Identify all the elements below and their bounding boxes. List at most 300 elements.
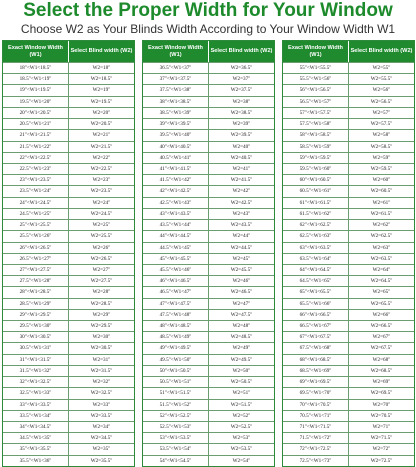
window-width-cell: 28"<W1<28.5" <box>19 289 52 296</box>
blind-width-cell: W2=69.5" <box>348 388 414 398</box>
window-width-cell: 38.5"<W1<39" <box>159 109 192 116</box>
window-width-cell: 31"<W1<31.5" <box>19 356 52 363</box>
table-row <box>283 242 414 253</box>
table-row <box>3 309 134 320</box>
blind-width-cell: W2=44.5" <box>208 243 274 253</box>
table-row <box>283 376 414 387</box>
window-width-cell: 22"<W1<22.5" <box>19 154 52 161</box>
blind-width-cell: W2=35" <box>68 444 134 454</box>
window-width-cell: 43.5"<W1<44" <box>159 222 192 229</box>
blind-width-cell: W2=31.5" <box>68 366 134 376</box>
table-row <box>3 286 134 297</box>
table-row <box>143 376 274 387</box>
table-row <box>143 197 274 208</box>
window-width-cell: 56.5"<W1<57" <box>299 98 332 105</box>
blind-width-cell: W2=59" <box>348 153 414 163</box>
window-width-cell: 24.5"<W1<25" <box>19 210 52 217</box>
table-row <box>3 421 134 432</box>
table-row <box>3 455 134 466</box>
window-width-cell: 57"<W1<57.5" <box>299 109 332 116</box>
blind-width-cell: W2=39.5" <box>208 130 274 140</box>
blind-width-cell: W2=26" <box>68 243 134 253</box>
window-width-cell: 69.5"<W1<70" <box>299 390 332 397</box>
window-width-cell: 53"<W1<53.5" <box>159 435 192 442</box>
table-row <box>143 410 274 421</box>
window-width-cell: 65"<W1<65.5" <box>299 289 332 296</box>
blind-width-cell: W2=41" <box>208 164 274 174</box>
blind-width-cell: W2=49" <box>208 343 274 353</box>
window-width-cell: 59"<W1<59.5" <box>299 154 332 161</box>
table-row <box>143 84 274 95</box>
blind-width-cell: W2=62.5" <box>348 231 414 241</box>
table-row <box>283 96 414 107</box>
blind-width-cell: W2=46.5" <box>208 287 274 297</box>
table-row <box>3 342 134 353</box>
blind-width-cell: W2=40" <box>208 142 274 152</box>
table-header <box>143 41 274 62</box>
table-row <box>3 410 134 421</box>
window-width-cell: 48"<W1<48.5" <box>159 323 192 330</box>
blind-width-cell: W2=23.5" <box>68 186 134 196</box>
table-row <box>143 331 274 342</box>
blind-width-cell: W2=57" <box>348 108 414 118</box>
table-row <box>3 163 134 174</box>
table-row <box>283 230 414 241</box>
blind-width-cell: W2=43.5" <box>208 220 274 230</box>
table-row <box>3 365 134 376</box>
table-row <box>283 264 414 275</box>
window-width-cell: 47.5"<W1<48" <box>159 311 192 318</box>
window-width-cell: 68"<W1<68.5" <box>299 356 332 363</box>
blind-width-cell: W2=51" <box>208 388 274 398</box>
window-width-cell: 63"<W1<63.5" <box>299 244 332 251</box>
size-table-1 <box>2 40 135 467</box>
blind-width-cell: W2=63" <box>348 243 414 253</box>
window-width-cell: 35"<W1<35.5" <box>19 446 52 453</box>
table-row <box>3 320 134 331</box>
window-width-cell: 37.5"<W1<38" <box>159 87 192 94</box>
window-width-cell: 62"<W1<62.5" <box>299 222 332 229</box>
blind-width-cell: W2=52" <box>208 411 274 421</box>
window-width-cell: 20"<W1<20.5" <box>19 109 52 116</box>
table-row <box>3 376 134 387</box>
blind-width-cell: W2=63.5" <box>348 254 414 264</box>
table-header <box>283 41 414 62</box>
table-row <box>3 298 134 309</box>
window-width-cell: 51"<W1<51.5" <box>159 390 192 397</box>
blind-width-cell: W2=37" <box>208 74 274 84</box>
table-row <box>143 264 274 275</box>
table-row <box>3 174 134 185</box>
window-width-cell: 25"<W1<25.5" <box>19 222 52 229</box>
window-width-cell: 66"<W1<66.5" <box>299 311 332 318</box>
blind-width-cell: W2=58.5" <box>348 142 414 152</box>
window-width-cell: 58"<W1<58.5" <box>299 132 332 139</box>
blind-width-cell: W2=53" <box>208 433 274 443</box>
blind-width-cell: W2=33.5" <box>68 411 134 421</box>
blind-width-cell: W2=19" <box>68 85 134 95</box>
blind-width-cell: W2=55" <box>348 63 414 73</box>
blind-width-cell: W2=33" <box>68 400 134 410</box>
blind-width-cell: W2=36.5" <box>208 63 274 73</box>
blind-width-cell: W2=56.5" <box>348 97 414 107</box>
table-row <box>283 331 414 342</box>
table-row <box>143 275 274 286</box>
table-row <box>283 455 414 466</box>
window-width-cell: 34.5"<W1<35" <box>19 435 52 442</box>
blind-width-cell: W2=57.5" <box>348 119 414 129</box>
table-row <box>143 242 274 253</box>
window-width-cell: 56"<W1<56.5" <box>299 87 332 94</box>
table-row <box>3 432 134 443</box>
table-row <box>143 342 274 353</box>
table-row <box>283 387 414 398</box>
blind-width-cell: W2=38.5" <box>208 108 274 118</box>
blind-width-cell: W2=68.5" <box>348 366 414 376</box>
window-width-cell: 60"<W1<60.5" <box>299 177 332 184</box>
window-width-cell: 22.5"<W1<23" <box>19 165 52 172</box>
table-row <box>3 84 134 95</box>
table-header <box>3 41 134 62</box>
window-width-cell: 55"<W1<55.5" <box>299 65 332 71</box>
window-width-cell: 30"<W1<30.5" <box>19 334 52 341</box>
table-row <box>283 432 414 443</box>
window-width-cell: 67.5"<W1<68" <box>299 345 332 352</box>
blind-width-cell: W2=32.5" <box>68 388 134 398</box>
table-row <box>283 286 414 297</box>
blind-width-cell: W2=67.5" <box>348 343 414 353</box>
size-table-3 <box>282 40 415 467</box>
window-width-cell: 42.5"<W1<43" <box>159 199 192 206</box>
blind-width-cell: W2=51.5" <box>208 400 274 410</box>
table-row <box>3 443 134 454</box>
table-row <box>283 410 414 421</box>
window-width-cell: 50.5"<W1<51" <box>159 379 192 386</box>
window-width-cell: 24"<W1<24.5" <box>19 199 52 206</box>
window-width-cell: 23.5"<W1<24" <box>19 188 52 195</box>
window-width-cell: 47"<W1<47.5" <box>159 300 192 307</box>
window-width-cell: 61"<W1<61.5" <box>299 199 332 206</box>
header-blind-width: Select Blind width (W2) <box>68 41 134 62</box>
table-row <box>3 208 134 219</box>
window-width-cell: 66.5"<W1<67" <box>299 323 332 330</box>
table-row <box>283 141 414 152</box>
window-width-cell: 72"<W1<72.5" <box>299 446 332 453</box>
blind-width-cell: W2=45" <box>208 254 274 264</box>
blind-width-cell: W2=29" <box>68 310 134 320</box>
header-window-width: Exact Window Width (W1) <box>8 44 63 58</box>
blind-width-cell: W2=66.5" <box>348 321 414 331</box>
header-window-width: Exact Window Width (W1) <box>288 44 343 58</box>
table-row <box>3 354 134 365</box>
blind-width-cell: W2=23" <box>68 175 134 185</box>
window-width-cell: 70.5"<W1<71" <box>299 412 332 419</box>
blind-width-cell: W2=38" <box>208 97 274 107</box>
window-width-cell: 18"<W1<18.5" <box>19 65 52 71</box>
window-width-cell: 35.5"<W1<36" <box>19 457 52 464</box>
table-row <box>283 174 414 185</box>
blind-width-cell: W2=27" <box>68 265 134 275</box>
blind-width-cell: W2=18.5" <box>68 74 134 84</box>
table-row <box>283 342 414 353</box>
window-width-cell: 36.5"<W1<37" <box>159 65 192 71</box>
window-width-cell: 26"<W1<26.5" <box>19 244 52 251</box>
window-width-cell: 50"<W1<50.5" <box>159 367 192 374</box>
window-width-cell: 49"<W1<49.5" <box>159 345 192 352</box>
table-row <box>3 242 134 253</box>
blind-width-cell: W2=69" <box>348 377 414 387</box>
window-width-cell: 67"<W1<67.5" <box>299 334 332 341</box>
window-width-cell: 53.5"<W1<54" <box>159 446 192 453</box>
blind-width-cell: W2=54" <box>208 456 274 466</box>
blind-width-cell: W2=42.5" <box>208 198 274 208</box>
table-row <box>283 275 414 286</box>
blind-width-cell: W2=48.5" <box>208 332 274 342</box>
window-width-cell: 68.5"<W1<69" <box>299 367 332 374</box>
blind-width-cell: W2=68" <box>348 355 414 365</box>
table-row <box>283 152 414 163</box>
window-width-cell: 57.5"<W1<58" <box>299 121 332 128</box>
blind-width-cell: W2=64.5" <box>348 276 414 286</box>
window-width-cell: 70"<W1<70.5" <box>299 401 332 408</box>
table-row <box>283 84 414 95</box>
blind-width-cell: W2=18" <box>68 63 134 73</box>
table-row <box>3 331 134 342</box>
window-width-cell: 25.5"<W1<26" <box>19 233 52 240</box>
window-width-cell: 64.5"<W1<65" <box>299 278 332 285</box>
blind-width-cell: W2=40.5" <box>208 153 274 163</box>
blind-width-cell: W2=48" <box>208 321 274 331</box>
window-width-cell: 40"<W1<40.5" <box>159 143 192 150</box>
blind-width-cell: W2=22" <box>68 153 134 163</box>
window-width-cell: 41.5"<W1<42" <box>159 177 192 184</box>
size-table-2 <box>142 40 275 467</box>
window-width-cell: 40.5"<W1<41" <box>159 154 192 161</box>
window-width-cell: 42"<W1<42.5" <box>159 188 192 195</box>
blind-width-cell: W2=28" <box>68 287 134 297</box>
window-width-cell: 69"<W1<69.5" <box>299 379 332 386</box>
window-width-cell: 19.5"<W1<20" <box>19 98 52 105</box>
table-row <box>283 253 414 264</box>
window-width-cell: 71.5"<W1<72" <box>299 435 332 442</box>
table-row <box>143 286 274 297</box>
window-width-cell: 28.5"<W1<29" <box>19 300 52 307</box>
blind-width-cell: W2=71" <box>348 422 414 432</box>
blind-width-cell: W2=49.5" <box>208 355 274 365</box>
header-blind-width: Select Blind width (W2) <box>348 41 414 62</box>
window-width-cell: 29.5"<W1<30" <box>19 323 52 330</box>
table-row <box>143 354 274 365</box>
blind-width-cell: W2=62" <box>348 220 414 230</box>
table-row <box>143 163 274 174</box>
table-row <box>143 96 274 107</box>
window-width-cell: 27.5"<W1<28" <box>19 278 52 285</box>
table-row <box>283 354 414 365</box>
blind-width-cell: W2=43" <box>208 209 274 219</box>
blind-width-cell: W2=22.5" <box>68 164 134 174</box>
window-width-cell: 19"<W1<19.5" <box>19 87 52 94</box>
table-row <box>143 141 274 152</box>
blind-width-cell: W2=65.5" <box>348 299 414 309</box>
table-row <box>143 365 274 376</box>
window-width-cell: 64"<W1<64.5" <box>299 266 332 273</box>
table-row <box>283 208 414 219</box>
table-row <box>283 443 414 454</box>
window-width-cell: 43"<W1<43.5" <box>159 210 192 217</box>
table-row <box>143 219 274 230</box>
blind-width-cell: W2=21" <box>68 130 134 140</box>
table-row <box>283 129 414 140</box>
table-row <box>3 219 134 230</box>
table-row <box>143 309 274 320</box>
blind-width-cell: W2=47" <box>208 299 274 309</box>
blind-width-cell: W2=61.5" <box>348 209 414 219</box>
blind-width-cell: W2=41.5" <box>208 175 274 185</box>
blind-width-cell: W2=72.5" <box>348 456 414 466</box>
window-width-cell: 31.5"<W1<32" <box>19 367 52 374</box>
table-row <box>143 320 274 331</box>
window-width-cell: 41"<W1<41.5" <box>159 165 192 172</box>
table-row <box>143 387 274 398</box>
window-width-cell: 26.5"<W1<27" <box>19 255 52 262</box>
table-row <box>143 253 274 264</box>
window-width-cell: 45.5"<W1<46" <box>159 266 192 273</box>
blind-width-cell: W2=37.5" <box>208 85 274 95</box>
window-width-cell: 54"<W1<54.5" <box>159 457 192 464</box>
blind-width-cell: W2=70" <box>348 400 414 410</box>
table-row <box>3 62 134 73</box>
blind-width-cell: W2=24.5" <box>68 209 134 219</box>
table-body <box>143 62 274 466</box>
table-row <box>3 129 134 140</box>
blind-width-cell: W2=19.5" <box>68 97 134 107</box>
blind-width-cell: W2=26.5" <box>68 254 134 264</box>
table-row <box>143 443 274 454</box>
blind-width-cell: W2=65" <box>348 287 414 297</box>
window-width-cell: 21.5"<W1<22" <box>19 143 52 150</box>
table-row <box>283 197 414 208</box>
window-width-cell: 46.5"<W1<47" <box>159 289 192 296</box>
blind-width-cell: W2=30.5" <box>68 343 134 353</box>
table-row <box>283 309 414 320</box>
blind-width-cell: W2=30" <box>68 332 134 342</box>
window-width-cell: 71"<W1<71.5" <box>299 424 332 430</box>
blind-width-cell: W2=67" <box>348 332 414 342</box>
table-row <box>3 399 134 410</box>
table-row <box>283 185 414 196</box>
table-row <box>283 219 414 230</box>
window-width-cell: 49.5"<W1<50" <box>159 356 192 363</box>
blind-width-cell: W2=52.5" <box>208 422 274 432</box>
table-row <box>3 230 134 241</box>
blind-width-cell: W2=29.5" <box>68 321 134 331</box>
blind-width-cell: W2=55.5" <box>348 74 414 84</box>
table-row <box>283 421 414 432</box>
page-subtitle: Choose W2 as Your Blinds Width According to Your Window Width W1 <box>20 22 396 36</box>
blind-width-cell: W2=34" <box>68 422 134 432</box>
window-width-cell: 30.5"<W1<31" <box>19 345 52 352</box>
table-row <box>283 62 414 73</box>
table-row <box>143 230 274 241</box>
window-width-cell: 48.5"<W1<49" <box>159 334 192 341</box>
window-width-cell: 51.5"<W1<52" <box>159 401 192 408</box>
blind-width-cell: W2=35.5" <box>68 456 134 466</box>
blind-width-cell: W2=25.5" <box>68 231 134 241</box>
blind-width-cell: W2=60" <box>348 175 414 185</box>
table-row <box>143 185 274 196</box>
table-row <box>283 399 414 410</box>
table-row <box>283 107 414 118</box>
window-width-cell: 20.5"<W1<21" <box>19 121 52 128</box>
window-width-cell: 44"<W1<44.5" <box>159 233 192 240</box>
table-row <box>3 185 134 196</box>
blind-width-cell: W2=72" <box>348 444 414 454</box>
window-width-cell: 46"<W1<46.5" <box>159 278 192 285</box>
table-row <box>3 96 134 107</box>
table-body <box>283 62 414 466</box>
table-row <box>143 399 274 410</box>
window-width-cell: 39"<W1<39.5" <box>159 121 192 128</box>
table-row <box>3 118 134 129</box>
window-width-cell: 60.5"<W1<61" <box>299 188 332 195</box>
window-width-cell: 21"<W1<21.5" <box>19 132 52 139</box>
window-width-cell: 34"<W1<34.5" <box>19 424 52 430</box>
blind-width-cell: W2=50.5" <box>208 377 274 387</box>
window-width-cell: 65.5"<W1<66" <box>299 300 332 307</box>
table-row <box>143 107 274 118</box>
blind-width-cell: W2=34.5" <box>68 433 134 443</box>
table-row <box>3 253 134 264</box>
window-width-cell: 37"<W1<37.5" <box>159 76 192 83</box>
window-width-cell: 29"<W1<29.5" <box>19 311 52 318</box>
window-width-cell: 61.5"<W1<62" <box>299 210 332 217</box>
window-width-cell: 33"<W1<33.5" <box>19 401 52 408</box>
page-title: Select the Proper Width for Your Window <box>23 0 393 21</box>
table-row <box>143 455 274 466</box>
blind-width-cell: W2=46" <box>208 276 274 286</box>
window-width-cell: 33.5"<W1<34" <box>19 412 52 419</box>
window-width-cell: 32"<W1<32.5" <box>19 379 52 386</box>
table-row <box>3 387 134 398</box>
window-width-cell: 18.5"<W1<19" <box>19 76 52 83</box>
window-width-cell: 63.5"<W1<64" <box>299 255 332 262</box>
blind-width-cell: W2=71.5" <box>348 433 414 443</box>
blind-width-cell: W2=20.5" <box>68 119 134 129</box>
blind-width-cell: W2=39" <box>208 119 274 129</box>
window-width-cell: 45"<W1<45.5" <box>159 255 192 262</box>
blind-width-cell: W2=70.5" <box>348 411 414 421</box>
table-row <box>283 118 414 129</box>
table-row <box>143 432 274 443</box>
window-width-cell: 52.5"<W1<53" <box>159 424 192 430</box>
blind-width-cell: W2=64" <box>348 265 414 275</box>
window-width-cell: 58.5"<W1<59" <box>299 143 332 150</box>
table-row <box>143 129 274 140</box>
table-row <box>143 152 274 163</box>
blind-width-cell: W2=56" <box>348 85 414 95</box>
table-row <box>283 365 414 376</box>
blind-width-cell: W2=66" <box>348 310 414 320</box>
window-width-cell: 38"<W1<38.5" <box>159 98 192 105</box>
blind-width-cell: W2=25" <box>68 220 134 230</box>
table-row <box>143 62 274 73</box>
table-row <box>283 163 414 174</box>
table-row <box>283 320 414 331</box>
window-width-cell: 55.5"<W1<56" <box>299 76 332 83</box>
blind-width-cell: W2=61" <box>348 198 414 208</box>
header-window-width: Exact Window Width (W1) <box>148 44 203 58</box>
blind-width-cell: W2=60.5" <box>348 186 414 196</box>
